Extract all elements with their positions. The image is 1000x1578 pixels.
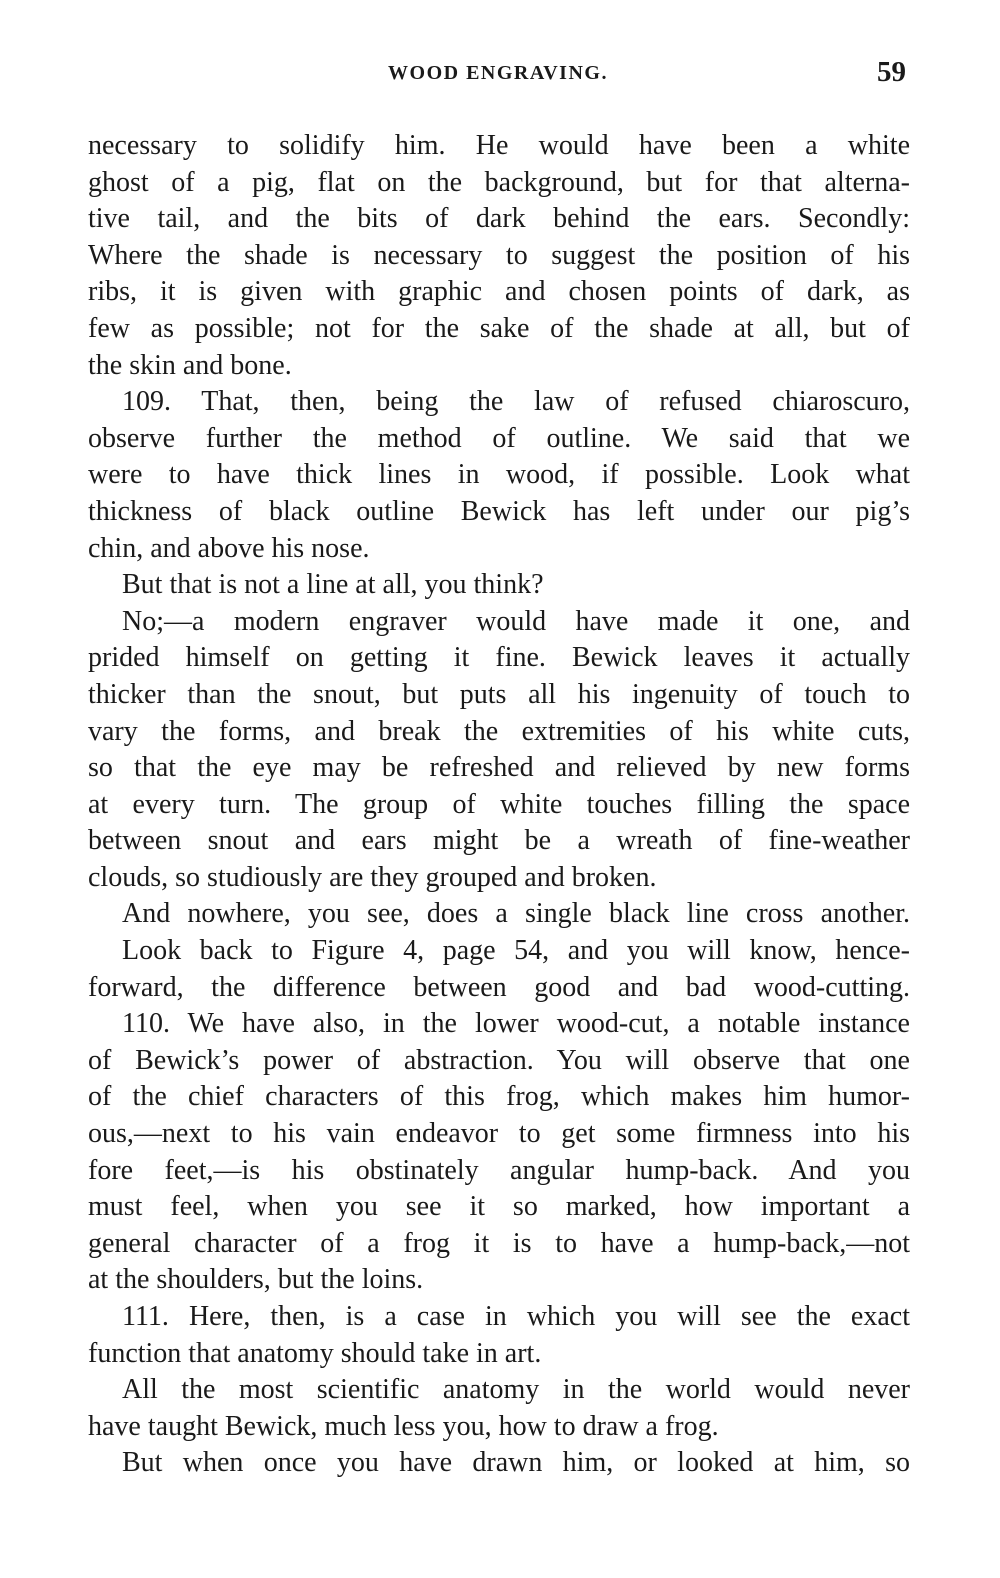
- text-line: No;—a modern engraver would have made it one, and: [122, 605, 910, 637]
- text-line: ribs, it is given with graphic and chosen points of dark, as: [88, 276, 910, 308]
- text-line: tive tail, and the bits of dark behind the ears. Secondly:: [88, 203, 910, 235]
- text-line: And nowhere, you see, does a single black line cross another.: [122, 898, 910, 930]
- page-number: 59: [877, 56, 906, 88]
- text-line: But that is not a line at all, you think?: [122, 569, 544, 601]
- paragraph-111: 111. Here, then, is a case in which you will see the exact: [122, 1301, 910, 1332]
- text-line: ghost of a pig, flat on the background, but for that alterna-: [88, 166, 910, 198]
- text-line: have taught Bewick, much less you, how to draw a frog.: [88, 1410, 719, 1442]
- text-line: function that anatomy should take in art.: [88, 1337, 542, 1369]
- text-line: must feel, when you see it so marked, how important a: [88, 1191, 910, 1223]
- paragraph-109: 109. That, then, being the law of refused chiaroscuro,: [122, 386, 910, 418]
- text-line: ous,—next to his vain endeavor to get some firmness into his: [88, 1118, 910, 1150]
- text-line: All the most scientific anatomy in the world would never: [122, 1374, 910, 1406]
- text-line: few as possible; not for the sake of the shade at all, but of: [88, 312, 910, 344]
- text-line: necessary to solidify him. He would have been a white: [88, 130, 910, 161]
- text-line: thicker than the snout, but puts all his ingenuity of touch to: [88, 678, 910, 710]
- text-line: general character of a frog it is to have a hump-back,—not: [88, 1227, 910, 1259]
- running-head: [86, 56, 910, 96]
- text-line: chin, and above his nose.: [88, 532, 370, 564]
- text-line: at the shoulders, but the loins.: [88, 1264, 424, 1296]
- text-line: between snout and ears might be a wreath of fine-weather: [88, 825, 910, 857]
- text-line: of Bewick’s power of abstraction. You will observe that one: [88, 1044, 910, 1076]
- text-line: But when once you have drawn him, or looked at him, so: [122, 1447, 910, 1479]
- text-line: the skin and bone.: [88, 349, 292, 381]
- text-line: observe further the method of outline. We said that we: [88, 422, 910, 454]
- text-line: at every turn. The group of white touches filling the space: [88, 788, 910, 820]
- text-line: forward, the difference between good and bad wood-cutting.: [88, 971, 910, 1003]
- text-line: so that the eye may be refreshed and relieved by new forms: [88, 752, 910, 784]
- paragraph-110: 110. We have also, in the lower wood-cut, a notable instance: [122, 1008, 910, 1040]
- text-line: thickness of black outline Bewick has left under our pig’s: [88, 495, 910, 527]
- text-line: Where the shade is necessary to suggest the position of his: [88, 239, 910, 271]
- text-line: were to have thick lines in wood, if possible. Look what: [88, 459, 910, 491]
- text-line: fore feet,—is his obstinately angular hump-back. And you: [88, 1154, 910, 1186]
- text-line: clouds, so studiously are they grouped and broken.: [88, 861, 657, 893]
- body-text: [88, 128, 910, 1482]
- text-line: of the chief characters of this frog, which makes him humor-: [88, 1081, 910, 1113]
- running-title: WOOD ENGRAVING.: [388, 62, 608, 84]
- text-line: prided himself on getting it fine. Bewick leaves it actually: [88, 642, 910, 674]
- text-line: vary the forms, and break the extremities of his white cuts,: [88, 715, 910, 747]
- text-line: Look back to Figure 4, page 54, and you will know, hence-: [122, 935, 910, 967]
